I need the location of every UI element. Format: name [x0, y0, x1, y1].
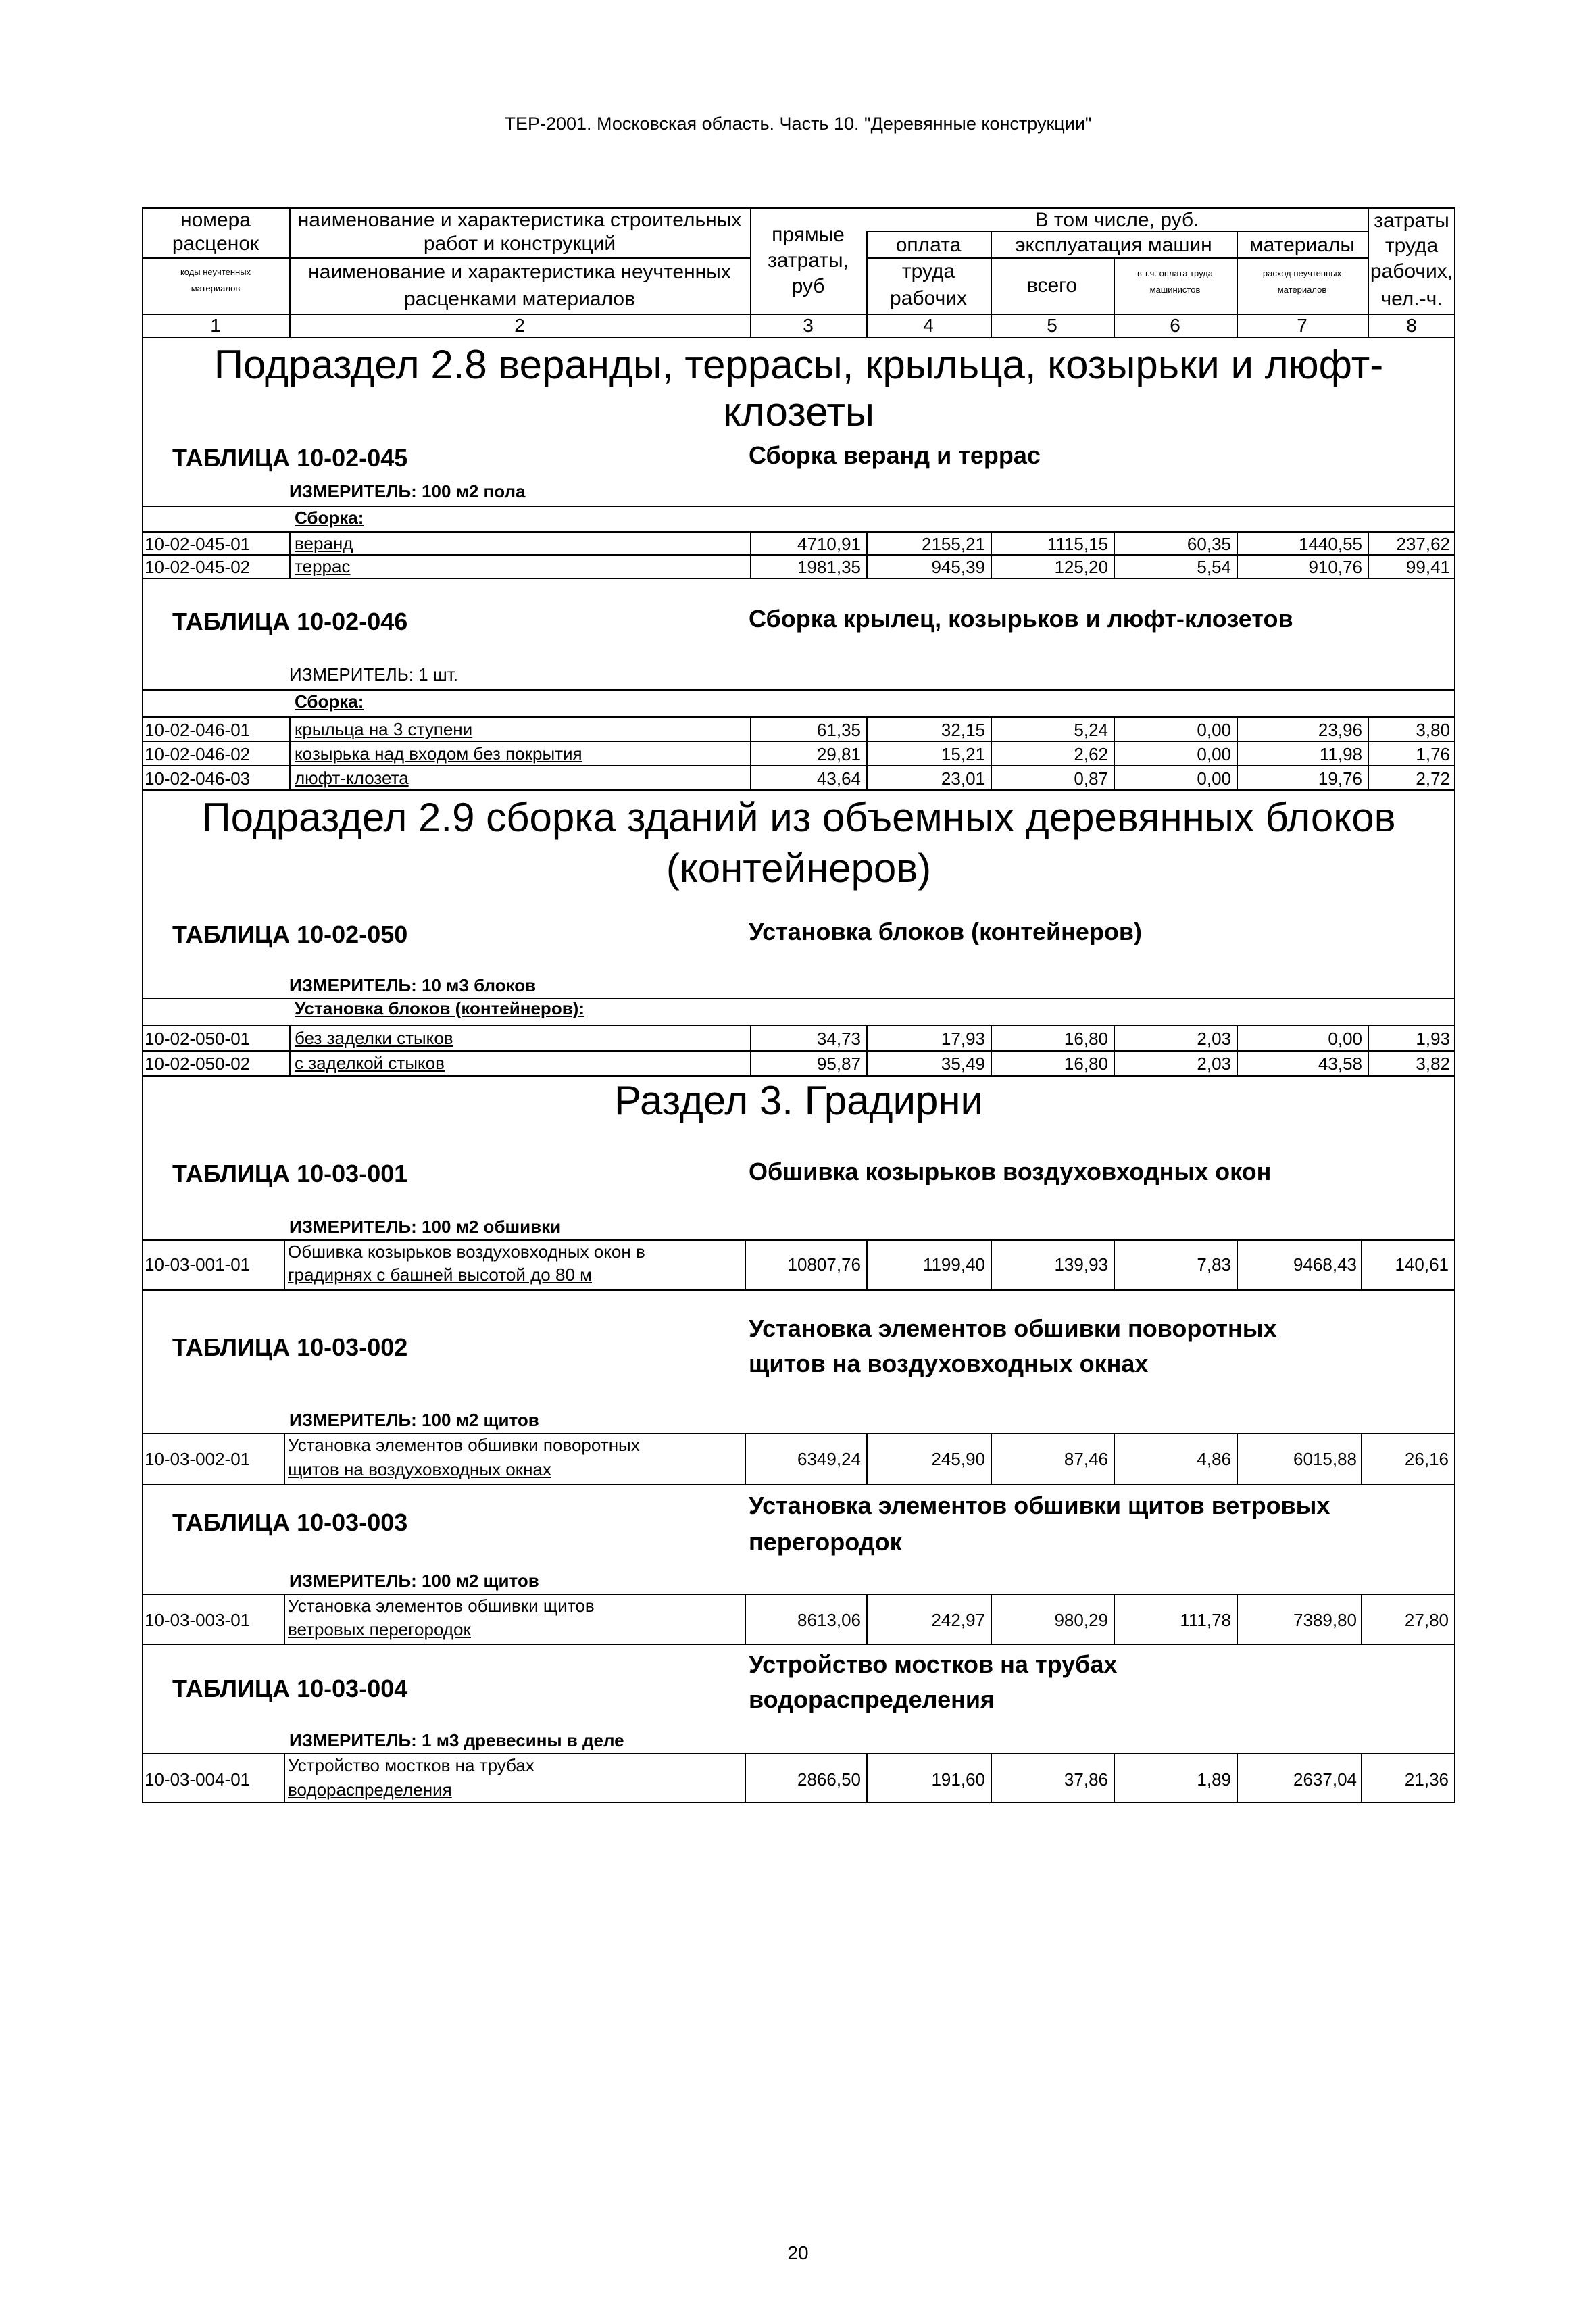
header-group: В том числе, руб.: [1034, 208, 1199, 231]
value-labor-hours: 3,82: [1416, 1054, 1450, 1074]
value-machinists-pay: 0,00: [1197, 744, 1231, 764]
column-number: 3: [803, 315, 814, 337]
value-machinists-pay: 0,00: [1197, 768, 1231, 789]
value-labor-pay: 35,49: [941, 1054, 985, 1074]
row-code: 10-02-050-02: [145, 1054, 251, 1074]
value-direct-cost: 4710,91: [797, 534, 861, 554]
value-machines: 37,86: [1064, 1769, 1108, 1790]
value-machinists-pay: 111,78: [1180, 1610, 1231, 1630]
header-col3-line1: прямые: [772, 224, 845, 247]
header-col7-line1: расход неучтенных: [1262, 268, 1342, 278]
table-title-line1: Установка элементов обшивки щитов ветровых: [749, 1492, 1330, 1519]
header-col2-line1: наименование и характеристика строительных: [297, 209, 742, 232]
column-number: 5: [1047, 315, 1057, 337]
value-direct-cost: 61,35: [816, 720, 861, 740]
header-col8-line1: затраты: [1374, 210, 1449, 232]
value-labor-hours: 21,36: [1404, 1769, 1449, 1790]
value-machines: 980,29: [1054, 1610, 1108, 1630]
value-labor-pay: 2155,21: [922, 534, 985, 554]
value-direct-cost: 29,81: [816, 744, 861, 764]
row-name-line2: ветровых перегородок: [288, 1619, 471, 1640]
header-col4-line1: оплата: [895, 233, 962, 256]
value-direct-cost: 34,73: [816, 1029, 861, 1049]
table-code: ТАБЛИЦА 10-03-003: [172, 1508, 408, 1536]
value-labor-pay: 15,21: [941, 744, 985, 764]
header-col2-line3: наименование и характеристика неучтенных: [308, 261, 731, 284]
table-title: Установка блоков (контейнеров): [749, 918, 1143, 945]
value-machinists-pay: 0,00: [1197, 720, 1231, 740]
value-machinists-pay: 2,03: [1197, 1029, 1231, 1049]
row-name-line2: водораспределения: [288, 1779, 452, 1800]
value-labor-hours: 237,62: [1396, 534, 1450, 554]
value-materials: 11,98: [1319, 744, 1362, 764]
value-machines: 2,62: [1074, 744, 1108, 764]
value-machinists-pay: 2,03: [1197, 1054, 1231, 1074]
meter-label: ИЗМЕРИТЕЛЬ: 1 шт.: [289, 664, 459, 685]
value-labor-pay: 245,90: [931, 1449, 985, 1469]
table-title-line2: щитов на воздуховходных окнах: [749, 1350, 1149, 1377]
table-code: ТАБЛИЦА 10-02-045: [172, 444, 408, 472]
row-code: 10-02-050-01: [145, 1029, 251, 1049]
value-materials: 43,58: [1318, 1054, 1362, 1074]
row-name: террас: [295, 556, 351, 576]
header-col5: всего: [1026, 274, 1078, 297]
value-labor-pay: 23,01: [941, 768, 985, 789]
section-title-2-8-line1: Подраздел 2.8 веранды, террасы, крыльца, козырьки и люфт-: [214, 342, 1384, 387]
table-title-line2: водораспределения: [749, 1685, 995, 1713]
row-name: веранд: [295, 533, 353, 553]
header-col1-sub1: коды неучтенных: [180, 266, 251, 277]
value-direct-cost: 10807,76: [787, 1254, 861, 1275]
row-code: 10-03-001-01: [145, 1254, 251, 1275]
value-labor-hours: 99,41: [1405, 557, 1450, 577]
value-direct-cost: 1981,35: [797, 557, 861, 577]
value-machines: 139,93: [1054, 1254, 1108, 1275]
value-direct-cost: 43,64: [816, 768, 861, 789]
column-number: 2: [514, 315, 525, 337]
header-col7-line2: материалов: [1277, 284, 1327, 295]
value-labor-hours: 26,16: [1404, 1449, 1449, 1469]
row-code: 10-03-002-01: [145, 1449, 251, 1469]
row-code: 10-02-046-01: [145, 720, 251, 740]
row-code: 10-02-046-02: [145, 744, 251, 764]
value-labor-pay: 32,15: [941, 720, 985, 740]
value-direct-cost: 6349,24: [797, 1449, 861, 1469]
row-name-line2: щитов на воздуховходных окнах: [288, 1459, 551, 1479]
subheading: Сборка:: [295, 691, 364, 712]
row-name-line1: Установка элементов обшивки поворотных: [288, 1435, 640, 1455]
table-title: Сборка веранд и террас: [749, 441, 1041, 469]
row-code: 10-03-003-01: [145, 1610, 251, 1630]
row-name: с заделкой стыков: [295, 1053, 445, 1073]
header-col4-line3: рабочих: [890, 287, 967, 310]
value-machinists-pay: 7,83: [1197, 1254, 1231, 1275]
value-materials: 7389,80: [1293, 1610, 1357, 1630]
value-machines: 5,24: [1074, 720, 1108, 740]
header-col6-line1: в т.ч. оплата труда: [1137, 268, 1213, 278]
header-col8-line4: чел.-ч.: [1380, 288, 1443, 311]
header-machines: эксплуатация машин: [1015, 233, 1212, 256]
header-col1-line1: номера: [180, 209, 251, 232]
column-number: 6: [1170, 315, 1180, 337]
meter-label: ИЗМЕРИТЕЛЬ: 1 м3 древесины в деле: [289, 1730, 624, 1750]
row-code: 10-02-045-01: [145, 534, 251, 554]
table-title: Обшивка козырьков воздуховходных окон: [749, 1158, 1272, 1185]
value-materials: 2637,04: [1293, 1769, 1357, 1790]
column-number: 7: [1297, 315, 1307, 337]
value-machinists-pay: 1,89: [1197, 1769, 1231, 1790]
table-code: ТАБЛИЦА 10-03-001: [172, 1160, 408, 1187]
value-labor-hours: 1,76: [1416, 744, 1450, 764]
header-col6-line2: машинистов: [1149, 284, 1201, 295]
value-materials: 1440,55: [1299, 534, 1362, 554]
page-number: 20: [787, 2242, 809, 2263]
subheading: Установка блоков (контейнеров):: [295, 998, 584, 1018]
value-labor-pay: 17,93: [941, 1029, 985, 1049]
row-code: 10-02-045-02: [145, 557, 251, 577]
row-name-line1: Устройство мостков на трубах: [288, 1755, 534, 1775]
header-col8-line3: рабочих,: [1370, 260, 1453, 283]
table-code: ТАБЛИЦА 10-02-050: [172, 920, 408, 948]
section-title-2-9-line1: Подраздел 2.9 сборка зданий из объемных деревянных блоков: [201, 795, 1396, 840]
value-machines: 16,80: [1064, 1029, 1108, 1049]
value-machinists-pay: 4,86: [1197, 1449, 1231, 1469]
row-code: 10-02-046-03: [145, 768, 251, 789]
row-name-line2: градирнях с башней высотой до 80 м: [288, 1264, 592, 1285]
value-labor-pay: 242,97: [931, 1610, 985, 1630]
meter-label: ИЗМЕРИТЕЛЬ: 100 м2 пола: [289, 481, 526, 501]
header-col8-line2: труда: [1385, 235, 1439, 257]
value-direct-cost: 95,87: [816, 1054, 861, 1074]
table-title-line2: перегородок: [749, 1528, 902, 1556]
subheading: Сборка:: [295, 508, 364, 528]
column-number: 8: [1406, 315, 1417, 337]
value-labor-pay: 1199,40: [922, 1254, 985, 1275]
section-title-2-9-line2: (контейнеров): [666, 845, 932, 891]
column-number: 1: [210, 315, 221, 337]
value-machinists-pay: 60,35: [1187, 534, 1231, 554]
row-name: люфт-клозета: [295, 768, 409, 788]
row-name: крыльца на 3 ступени: [295, 719, 473, 739]
table-title-line1: Устройство мостков на трубах: [749, 1650, 1118, 1678]
value-direct-cost: 2866,50: [797, 1769, 861, 1790]
header-col2-line2: работ и конструкций: [423, 232, 616, 255]
value-labor-hours: 1,93: [1416, 1029, 1450, 1049]
table-code: ТАБЛИЦА 10-03-004: [172, 1675, 408, 1702]
value-labor-pay: 191,60: [931, 1769, 985, 1790]
meter-label: ИЗМЕРИТЕЛЬ: 100 м2 обшивки: [289, 1216, 562, 1237]
running-head: ТЕР-2001. Московская область. Часть 10. "Деревянные конструкции": [504, 114, 1092, 134]
header-col4-line2: труда: [901, 260, 955, 283]
value-direct-cost: 8613,06: [797, 1610, 861, 1630]
row-name-line1: Установка элементов обшивки щитов: [288, 1596, 595, 1616]
table-title: Сборка крылец, козырьков и люфт-клозетов: [749, 605, 1293, 633]
row-code: 10-03-004-01: [145, 1769, 251, 1790]
value-materials: 19,76: [1318, 768, 1362, 789]
meter-label: ИЗМЕРИТЕЛЬ: 10 м3 блоков: [289, 975, 537, 995]
value-labor-hours: 140,61: [1395, 1254, 1449, 1275]
row-name: без заделки стыков: [295, 1028, 453, 1048]
value-materials: 23,96: [1318, 720, 1362, 740]
meter-label: ИЗМЕРИТЕЛЬ: 100 м2 щитов: [289, 1410, 539, 1430]
column-number: 4: [923, 315, 934, 337]
value-machines: 87,46: [1064, 1449, 1108, 1469]
row-name: козырька над входом без покрытия: [295, 743, 582, 764]
header-col3-line3: руб: [791, 275, 825, 298]
value-materials: 910,76: [1308, 557, 1362, 577]
value-materials: 6015,88: [1293, 1449, 1357, 1469]
value-machines: 0,87: [1074, 768, 1108, 789]
table-code: ТАБЛИЦА 10-02-046: [172, 608, 408, 635]
value-materials: 9468,43: [1293, 1254, 1357, 1275]
value-materials: 0,00: [1328, 1029, 1362, 1049]
table-title-line1: Установка элементов обшивки поворотных: [749, 1314, 1277, 1342]
meter-label: ИЗМЕРИТЕЛЬ: 100 м2 щитов: [289, 1571, 539, 1591]
header-materials: материалы: [1249, 233, 1355, 256]
header-col2-line4: расценками материалов: [404, 288, 635, 311]
value-machines: 125,20: [1054, 557, 1108, 577]
value-machines: 16,80: [1064, 1054, 1108, 1074]
section-title-3: Раздел 3. Градирни: [614, 1078, 984, 1123]
value-machinists-pay: 5,54: [1197, 557, 1231, 577]
header-col3-line2: затраты,: [768, 249, 849, 272]
section-title-2-8-line2: клозеты: [722, 389, 875, 435]
header-col1-sub2: материалов: [191, 282, 241, 293]
value-labor-hours: 3,80: [1416, 720, 1450, 740]
value-labor-hours: 2,72: [1416, 768, 1450, 789]
value-machines: 1115,15: [1047, 534, 1108, 554]
table-code: ТАБЛИЦА 10-03-002: [172, 1333, 408, 1361]
row-name-line1: Обшивка козырьков воздуховходных окон в: [288, 1241, 645, 1262]
value-labor-pay: 945,39: [931, 557, 985, 577]
value-labor-hours: 27,80: [1404, 1610, 1449, 1630]
header-col1-line2: расценок: [172, 232, 259, 255]
